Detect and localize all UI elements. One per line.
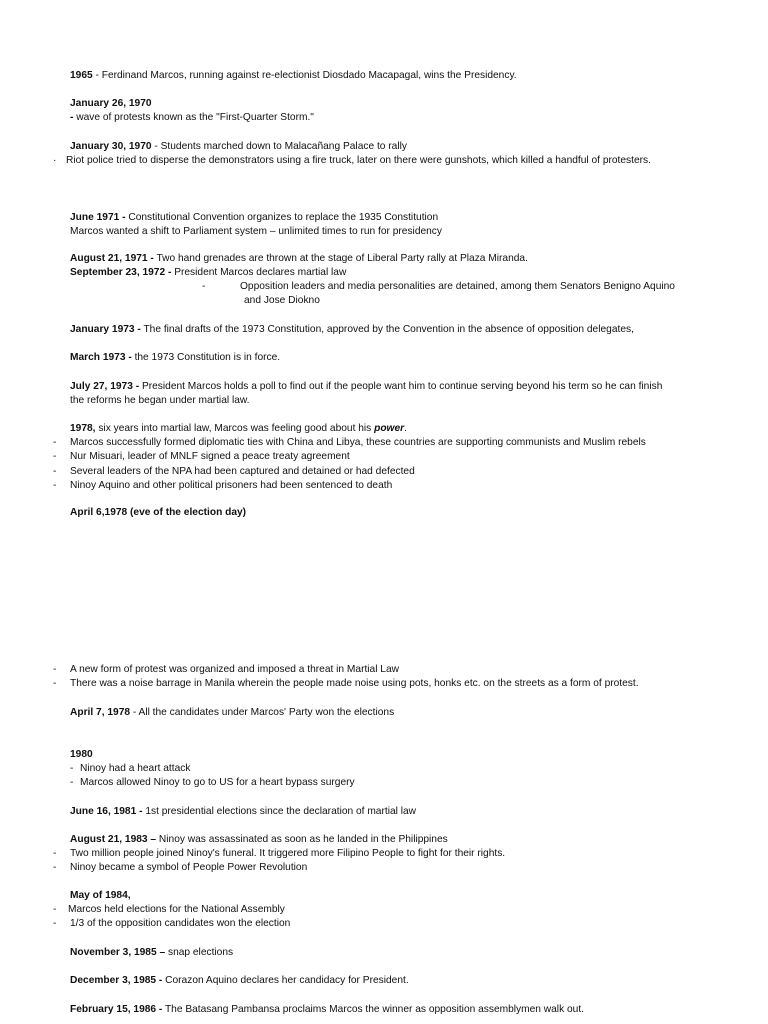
list-item: Marcos held elections for the National Assembly (68, 904, 285, 915)
bullet-point: Riot police tried to disperse the demonstrators using a fire truck, later on there were gunshots, which killed a handful of protesters. (66, 155, 651, 166)
entry-1978 (70, 422, 407, 435)
entry-jun-1971 (70, 211, 438, 224)
dash-marker: - (53, 480, 57, 491)
entry-text: six years into martial law, Marcos was feeling good about his (95, 423, 375, 434)
entry-text: wave of protests known as the "First-Quarter Storm." (73, 112, 314, 123)
bullet-point-continued: and Jose Diokno (244, 295, 320, 306)
list-item: There was a noise barrage in Manila wherein the people made noise using pots, honks etc. on the streets as a form of protest. (70, 678, 639, 689)
entry-text: the 1973 Constitution is in force. (131, 352, 281, 363)
entry-mar-1973 (70, 351, 280, 364)
entry-date: February 15, 1986 - (70, 1004, 163, 1015)
entry-text: The final drafts of the 1973 Constitution, approved by the Convention in the absence of opposition delegates, (140, 324, 634, 335)
entry-text: snap elections (165, 947, 234, 958)
dash-marker: - (53, 664, 57, 675)
dash-marker: - (70, 777, 74, 788)
entry-nov3-1985 (70, 946, 233, 959)
entry-line: Marcos wanted a shift to Parliament system – unlimited times to run for presidency (70, 226, 442, 237)
entry-text: Corazon Aquino declares her candidacy for President. (162, 975, 409, 986)
entry-1965 (70, 69, 517, 82)
bullet-marker: · (53, 155, 57, 166)
entry-apr7-1978 (70, 706, 394, 719)
entry-date-apr6-1978: April 6,1978 (eve of the election day) (70, 507, 247, 518)
entry-aug21-1983 (70, 833, 448, 846)
entry-jun16-1981 (70, 805, 416, 818)
entry-text: 1st presidential elections since the declaration of martial law (142, 806, 417, 817)
dash-marker: - (53, 848, 57, 859)
entry-date: April 7, 1978 (70, 707, 131, 718)
entry-text: Ninoy was assassinated as soon as he landed in the Philippines (156, 834, 448, 845)
entry-date: 1978, (70, 423, 96, 434)
entry-date: January 1973 - (70, 324, 141, 335)
entry-date: August 21, 1971 - (70, 253, 154, 264)
dash-marker: - (53, 451, 57, 462)
list-item: A new form of protest was organized and imposed a threat in Martial Law (70, 664, 399, 675)
entry-jan30-1970 (70, 140, 407, 153)
emphasis-word: power (374, 423, 405, 434)
list-item: Marcos allowed Ninoy to go to US for a heart bypass surgery (80, 777, 355, 788)
entry-text: - Ferdinand Marcos, running against re-electionist Diosdado Macapagal, wins the Presidency. (92, 70, 517, 81)
entry-aug21-1971 (70, 252, 528, 265)
entry-text: President Marcos holds a poll to find out if the people want him to continue serving beyond his term so he can finish (139, 381, 663, 392)
entry-date-jan26-1970: January 26, 1970 (70, 98, 152, 109)
entry-date: 1965 (70, 70, 93, 81)
entry-jul27-1973 (70, 380, 662, 393)
entry-text-end: . (404, 423, 407, 434)
entry-date: June 16, 1981 - (70, 806, 143, 817)
dash-marker: - (53, 904, 57, 915)
entry-date: June 1971 - (70, 212, 126, 223)
list-item: Ninoy Aquino and other political prisoners had been sentenced to death (70, 480, 393, 491)
dash-marker: - (70, 112, 74, 123)
dash-marker: - (53, 466, 57, 477)
dash-marker: - (53, 862, 57, 873)
entry-date: March 1973 - (70, 352, 132, 363)
entry-date: December 3, 1985 - (70, 975, 163, 986)
entry-jan-1973 (70, 323, 634, 336)
entry-text-jan26-1970 (70, 111, 314, 124)
entry-text: President Marcos declares martial law (171, 267, 347, 278)
list-item: Two million people joined Ninoy's funeral. It triggered more Filipino People to fight for their rights. (70, 848, 506, 859)
entry-dec3-1985 (70, 974, 409, 987)
bullet-point: Opposition leaders and media personalities are detained, among them Senators Benigno Aquino (240, 281, 675, 292)
entry-text: - All the candidates under Marcos' Party won the elections (130, 707, 395, 718)
entry-text: The Batasang Pambansa proclaims Marcos the winner as opposition assemblymen walk out. (162, 1004, 584, 1015)
entry-date: January 30, 1970 (70, 141, 152, 152)
dash-marker: - (53, 437, 57, 448)
entry-date: November 3, 1985 – (70, 947, 166, 958)
entry-date-may-1984: May of 1984, (70, 890, 131, 901)
list-item: Ninoy had a heart attack (80, 763, 191, 774)
list-item: Nur Misuari, leader of MNLF signed a peace treaty agreement (70, 451, 350, 462)
entry-text: - Students marched down to Malacañang Palace to rally (151, 141, 407, 152)
list-item: Several leaders of the NPA had been captured and detained or had defected (70, 466, 415, 477)
entry-date: August 21, 1983 – (70, 834, 157, 845)
entry-sep23-1972 (70, 266, 346, 279)
entry-date-1980: 1980 (70, 749, 93, 760)
dash-marker: - (53, 918, 57, 929)
entry-text: Two hand grenades are thrown at the stage of Liberal Party rally at Plaza Miranda. (153, 253, 528, 264)
dash-marker: - (70, 763, 74, 774)
dash-marker: - (53, 678, 57, 689)
entry-date: September 23, 1972 - (70, 267, 172, 278)
entry-feb15-1986 (70, 1003, 584, 1016)
list-item: Ninoy became a symbol of People Power Revolution (70, 862, 308, 873)
list-item: Marcos successfully formed diplomatic ties with China and Libya, these countries are supporting communists and Muslim rebels (70, 437, 646, 448)
entry-text: Constitutional Convention organizes to replace the 1935 Constitution (125, 212, 439, 223)
entry-line: the reforms he began under martial law. (70, 395, 250, 406)
list-item: 1/3 of the opposition candidates won the election (70, 918, 291, 929)
entry-date: July 27, 1973 - (70, 381, 140, 392)
dash-marker: - (202, 281, 206, 292)
